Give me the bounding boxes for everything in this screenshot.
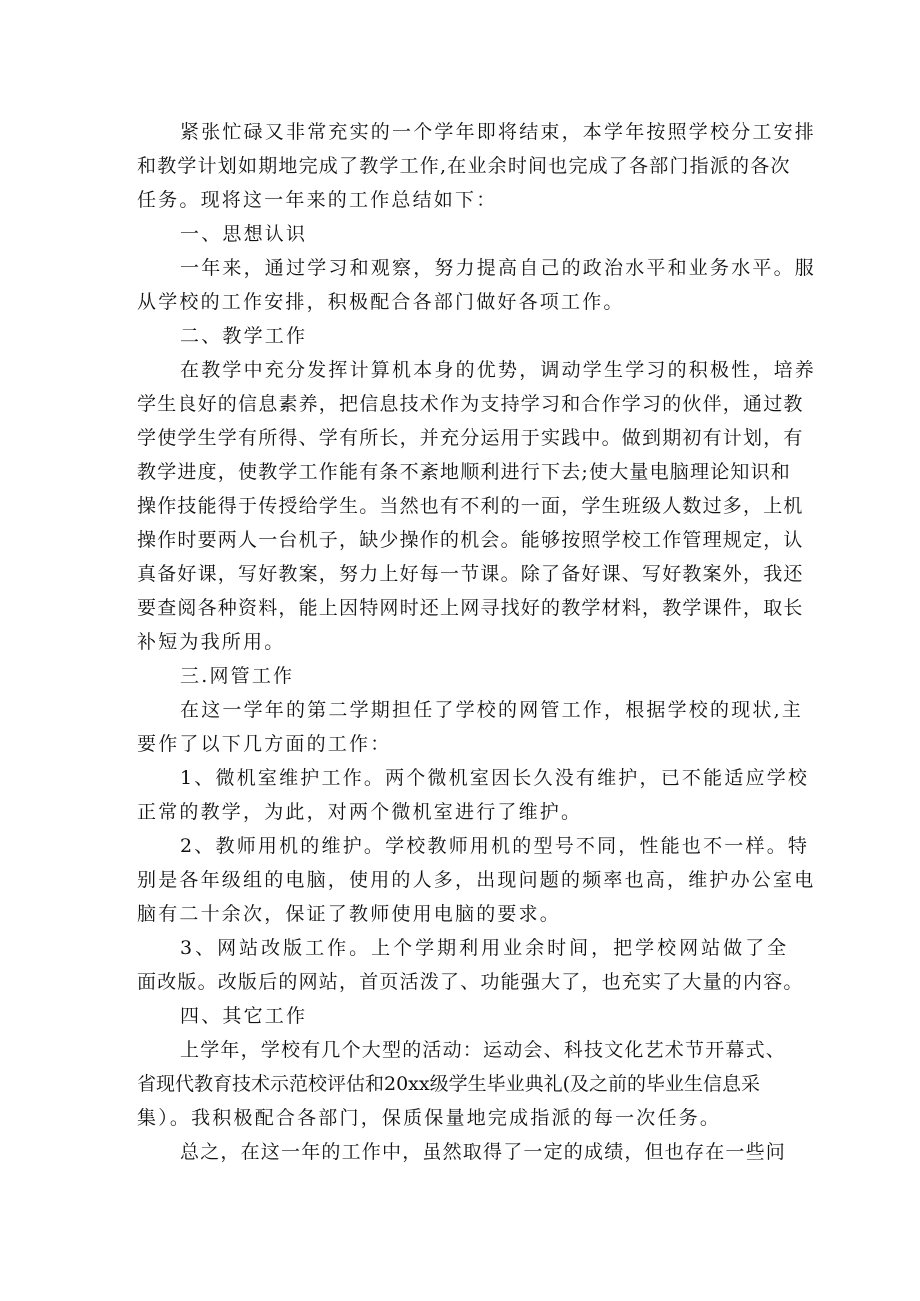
paragraph-line: 教学进度，使教学工作能有条不紊地顺利进行下去;使大量电脑理论知识和 [137, 461, 792, 483]
list-item-line: 3、网站改版工作。上个学期利用业余时间，把学校网站做了全 [180, 937, 790, 959]
list-item-line: 脑有二十余次，保证了教师使用电脑的要求。 [137, 903, 562, 925]
paragraph-line: 真备好课，写好教案，努力上好每一节课。除了备好课、写好教案外，我还 [137, 563, 804, 585]
paragraph-line: 紧张忙碌又非常充实的一个学年即将结束，本学年按照学校分工安排 [180, 121, 817, 143]
paragraph-line: 一年来，通过学习和观察，努力提高自己的政治水平和业务水平。服 [180, 257, 817, 279]
paragraph-line: 补短为我所用。 [137, 631, 286, 653]
list-item-line: 面改版。改版后的网站，首页活泼了、功能强大了，也充实了大量的内容。 [137, 971, 804, 993]
paragraph-line: 学生良好的信息素养，把信息技术作为支持学习和合作学习的伙伴，通过教 [137, 393, 804, 415]
list-item-line: 别是各年级组的电脑，使用的人多，出现问题的频率也高，维护办公室电 [137, 869, 816, 891]
paragraph-line: 从学校的工作安排，积极配合各部门做好各项工作。 [137, 291, 625, 313]
section-heading: 一、思想认识 [180, 223, 308, 245]
paragraph-line: 集）。我积极配合各部门，保质保量地完成指派的每一次任务。 [137, 1107, 722, 1129]
paragraph-line: 操作时要两人一台机子，缺少操作的机会。能够按照学校工作管理规定，认 [137, 529, 804, 551]
paragraph-line: 上学年，学校有几个大型的活动：运动会、科技文化艺术节开幕式、 [180, 1039, 787, 1061]
paragraph-line: 操作技能得于传授给学生。当然也有不利的一面，学生班级人数过多，上机 [137, 495, 804, 517]
paragraph-line: 省现代教育技术示范校评估和20xx级学生毕业典礼(及之前的毕业生信息采 [137, 1073, 761, 1095]
paragraph-line: 要作了以下几方面的工作： [137, 733, 392, 755]
paragraph-line: 要查阅各种资料，能上因特网时还上网寻找好的教学材料，教学课件，取长 [137, 597, 804, 619]
paragraph-line: 在这一学年的第二学期担任了学校的网管工作，根据学校的现状,主 [180, 699, 804, 721]
paragraph-line: 任务。现将这一年来的工作总结如下： [137, 189, 498, 211]
section-heading: 四、其它工作 [180, 1005, 308, 1027]
paragraph-line: 学使学生学有所得、学有所长，并充分运用于实践中。做到期初有计划，有 [137, 427, 804, 449]
section-heading: 二、教学工作 [180, 325, 308, 347]
paragraph-line: 在教学中充分发挥计算机本身的优势，调动学生学习的积极性，培养 [180, 359, 817, 381]
list-item-line: 2、教师用机的维护。学校教师用机的型号不同，性能也不一样。特 [180, 835, 810, 857]
paragraph-line: 和教学计划如期地完成了教学工作,在业余时间也完成了各部门指派的各次 [137, 155, 791, 177]
list-item-line: 正常的教学，为此，对两个微机室进行了维护。 [137, 801, 583, 823]
list-item-line: 1、微机室维护工作。两个微机室因长久没有维护，已不能适应学校 [180, 767, 810, 789]
section-heading: 三.网管工作 [180, 665, 295, 687]
paragraph-line: 总之，在这一年的工作中，虽然取得了一定的成绩，但也存在一些问 [180, 1141, 787, 1163]
